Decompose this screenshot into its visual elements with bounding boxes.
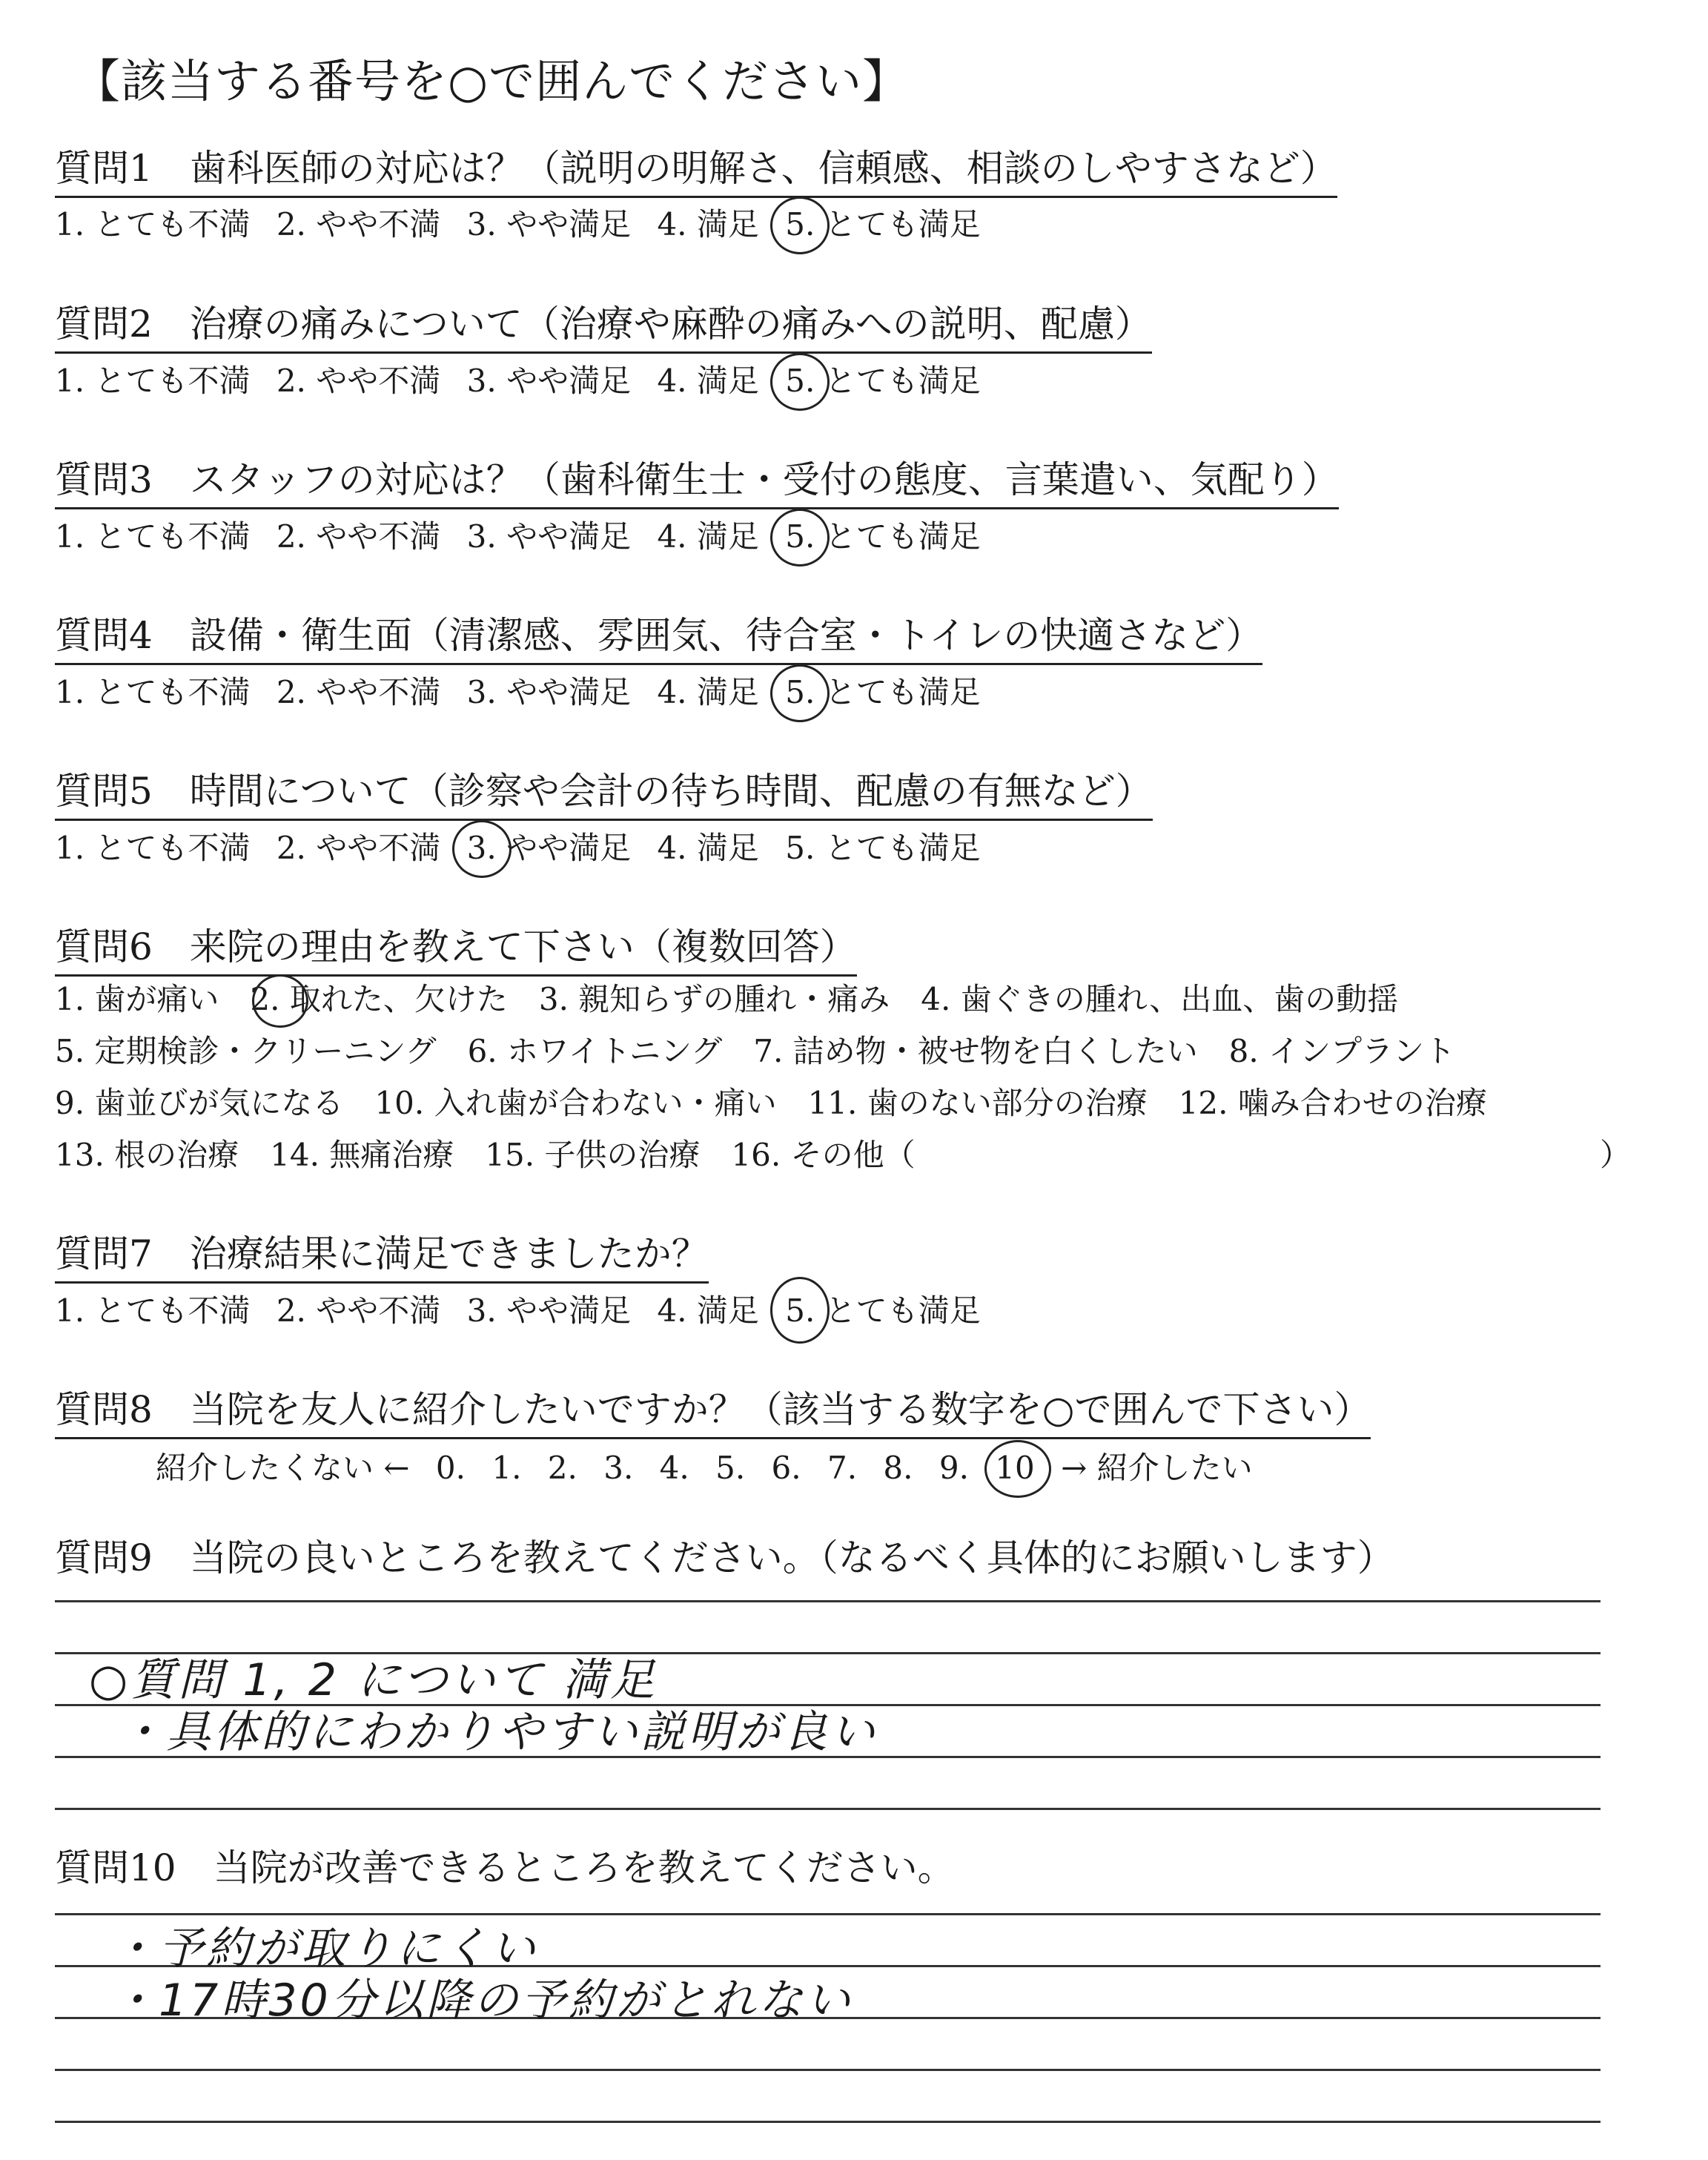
selection-circle bbox=[984, 1440, 1051, 1498]
answer-line bbox=[55, 2121, 1601, 2123]
q8-right-label: → 紹介したい bbox=[1061, 1450, 1253, 1486]
q2-option-5-selected[interactable]: 5. とても満足 bbox=[785, 360, 980, 402]
question-5-options bbox=[55, 828, 997, 869]
q1-option-2[interactable]: 2. やや不満 bbox=[276, 206, 441, 242]
q3-option-2[interactable]: 2. やや不満 bbox=[276, 518, 441, 555]
q4-option-3[interactable]: 3. やや満足 bbox=[466, 674, 632, 710]
q1-option-5-selected[interactable]: 5. とても満足 bbox=[785, 204, 980, 245]
q2-option-3[interactable]: 3. やや満足 bbox=[466, 363, 632, 399]
q9-handwritten-answer-1[interactable]: ○質問 1, 2 について 満足 bbox=[89, 1654, 658, 1706]
q1-option-3[interactable]: 3. やや満足 bbox=[466, 206, 632, 242]
q10-handwritten-answer-1[interactable]: ・予約が取りにくい bbox=[111, 1923, 538, 1975]
question-7-options bbox=[55, 1290, 997, 1332]
q5-option-4[interactable]: 4. 満足 bbox=[657, 830, 759, 866]
q8-value-6[interactable]: 6. bbox=[771, 1450, 801, 1486]
q8-left-label: 紹介したくない ← bbox=[156, 1450, 410, 1486]
q8-value-7[interactable]: 7. bbox=[827, 1450, 858, 1486]
question-3-title: 質問3 スタッフの対応は？（歯科衛生士・受付の態度、言葉遣い、気配り） bbox=[55, 457, 1339, 509]
q7-option-2[interactable]: 2. やや不満 bbox=[276, 1292, 441, 1329]
selection-circle bbox=[452, 820, 512, 878]
question-8-title: 質問8 当院を友人に紹介したいですか？（該当する数字を○で囲んで下さい） bbox=[55, 1387, 1371, 1439]
q3-option-4[interactable]: 4. 満足 bbox=[657, 518, 759, 555]
question-9-title: 質問9 当院の良いところを教えてください。（なるべく具体的にお願いします） bbox=[55, 1536, 1394, 1579]
q7-option-1[interactable]: 1. とても不満 bbox=[55, 1292, 251, 1329]
question-1-options bbox=[55, 204, 997, 245]
selection-circle bbox=[770, 664, 830, 722]
answer-line bbox=[55, 1600, 1601, 1602]
q2-option-4[interactable]: 4. 満足 bbox=[657, 363, 759, 399]
question-1-title: 質問1 歯科医師の対応は？（説明の明解さ、信頼感、相談のしやすさなど） bbox=[55, 145, 1337, 198]
q5-option-3-selected[interactable]: 3. やや満足 bbox=[467, 828, 631, 869]
page-header: 【該当する番号を○で囲んでください】 bbox=[74, 54, 910, 108]
question-7-title: 質問7 治療結果に満足できましたか？ bbox=[55, 1231, 709, 1284]
question-10-title: 質問10 当院が改善できるところを教えてください。 bbox=[55, 1846, 955, 1889]
answer-line bbox=[55, 1808, 1601, 1810]
question-6-title: 質問6 来院の理由を教えて下さい（複数回答） bbox=[55, 924, 857, 977]
q5-option-5[interactable]: 5. とても満足 bbox=[785, 830, 981, 866]
selection-circle bbox=[770, 1277, 830, 1344]
q3-option-5-selected[interactable]: 5. とても満足 bbox=[785, 516, 980, 558]
q1-option-1[interactable]: 1. とても不満 bbox=[55, 206, 251, 242]
q4-option-2[interactable]: 2. やや不満 bbox=[276, 674, 441, 710]
question-4-title: 質問4 設備・衛生面（清潔感、雰囲気、待合室・トイレの快適さなど） bbox=[55, 612, 1262, 665]
q7-option-4[interactable]: 4. 満足 bbox=[657, 1292, 759, 1329]
q8-value-8[interactable]: 8. bbox=[883, 1450, 913, 1486]
selection-circle bbox=[770, 196, 830, 254]
q6-other-close: ） bbox=[1600, 1137, 1632, 1173]
q3-option-3[interactable]: 3. やや満足 bbox=[466, 518, 632, 555]
question-2-title: 質問2 治療の痛みについて（治療や麻酔の痛みへの説明、配慮） bbox=[55, 301, 1152, 354]
q3-option-1[interactable]: 1. とても不満 bbox=[55, 518, 251, 555]
q6-line-1[interactable]: 1. 歯が痛い 2. 取れた、欠けた 3. 親知らずの腫れ・痛み 4. 歯ぐきの腫れ、出血、歯の動揺 bbox=[55, 979, 1398, 1020]
q9-handwritten-answer-2[interactable]: ・具体的にわかりやすい説明が良い bbox=[119, 1706, 878, 1758]
q4-option-5-selected[interactable]: 5. とても満足 bbox=[785, 672, 980, 713]
question-4-options bbox=[55, 672, 997, 713]
selection-circle bbox=[252, 974, 308, 1028]
selection-circle bbox=[770, 509, 830, 567]
selection-circle bbox=[770, 353, 830, 411]
question-8-scale bbox=[156, 1447, 1269, 1489]
q5-option-2[interactable]: 2. やや不満 bbox=[276, 830, 441, 866]
q5-option-1[interactable]: 1. とても不満 bbox=[55, 830, 251, 866]
q1-option-4[interactable]: 4. 満足 bbox=[657, 206, 759, 242]
q4-option-4[interactable]: 4. 満足 bbox=[657, 674, 759, 710]
q4-option-1[interactable]: 1. とても不満 bbox=[55, 674, 251, 710]
q6-line-4[interactable]: 13. 根の治療 14. 無痛治療 15. 子供の治療 16. その他（ bbox=[55, 1137, 916, 1173]
q8-value-9[interactable]: 9. bbox=[939, 1450, 969, 1486]
q8-value-5[interactable]: 5. bbox=[715, 1450, 746, 1486]
q7-option-3[interactable]: 3. やや満足 bbox=[466, 1292, 632, 1329]
q8-value-3[interactable]: 3. bbox=[603, 1450, 634, 1486]
q8-value-1[interactable]: 1. bbox=[491, 1450, 522, 1486]
question-2-options bbox=[55, 360, 997, 402]
answer-line bbox=[55, 2069, 1601, 2071]
q6-line-2[interactable]: 5. 定期検診・クリーニング 6. ホワイトニング 7. 詰め物・被せ物を白くしたい 8. インプラント bbox=[55, 1033, 1456, 1069]
q6-line-3[interactable]: 9. 歯並びが気になる 10. 入れ歯が合わない・痛い 11. 歯のない部分の治療 12. 噛み合わせの治療 bbox=[55, 1085, 1487, 1121]
question-5-title: 質問5 時間について（診察や会計の待ち時間、配慮の有無など） bbox=[55, 768, 1153, 821]
q7-option-5-selected[interactable]: 5. とても満足 bbox=[785, 1290, 980, 1332]
question-3-options bbox=[55, 516, 997, 558]
q2-option-1[interactable]: 1. とても不満 bbox=[55, 363, 251, 399]
q8-value-2[interactable]: 2. bbox=[547, 1450, 577, 1486]
q8-value-0[interactable]: 0. bbox=[435, 1450, 466, 1486]
q8-value-4[interactable]: 4. bbox=[659, 1450, 689, 1486]
q8-value-10-selected[interactable]: 10 bbox=[995, 1447, 1034, 1489]
q10-handwritten-answer-2[interactable]: ・17時30分以降の予約がとれない bbox=[111, 1975, 853, 2027]
q2-option-2[interactable]: 2. やや不満 bbox=[276, 363, 441, 399]
